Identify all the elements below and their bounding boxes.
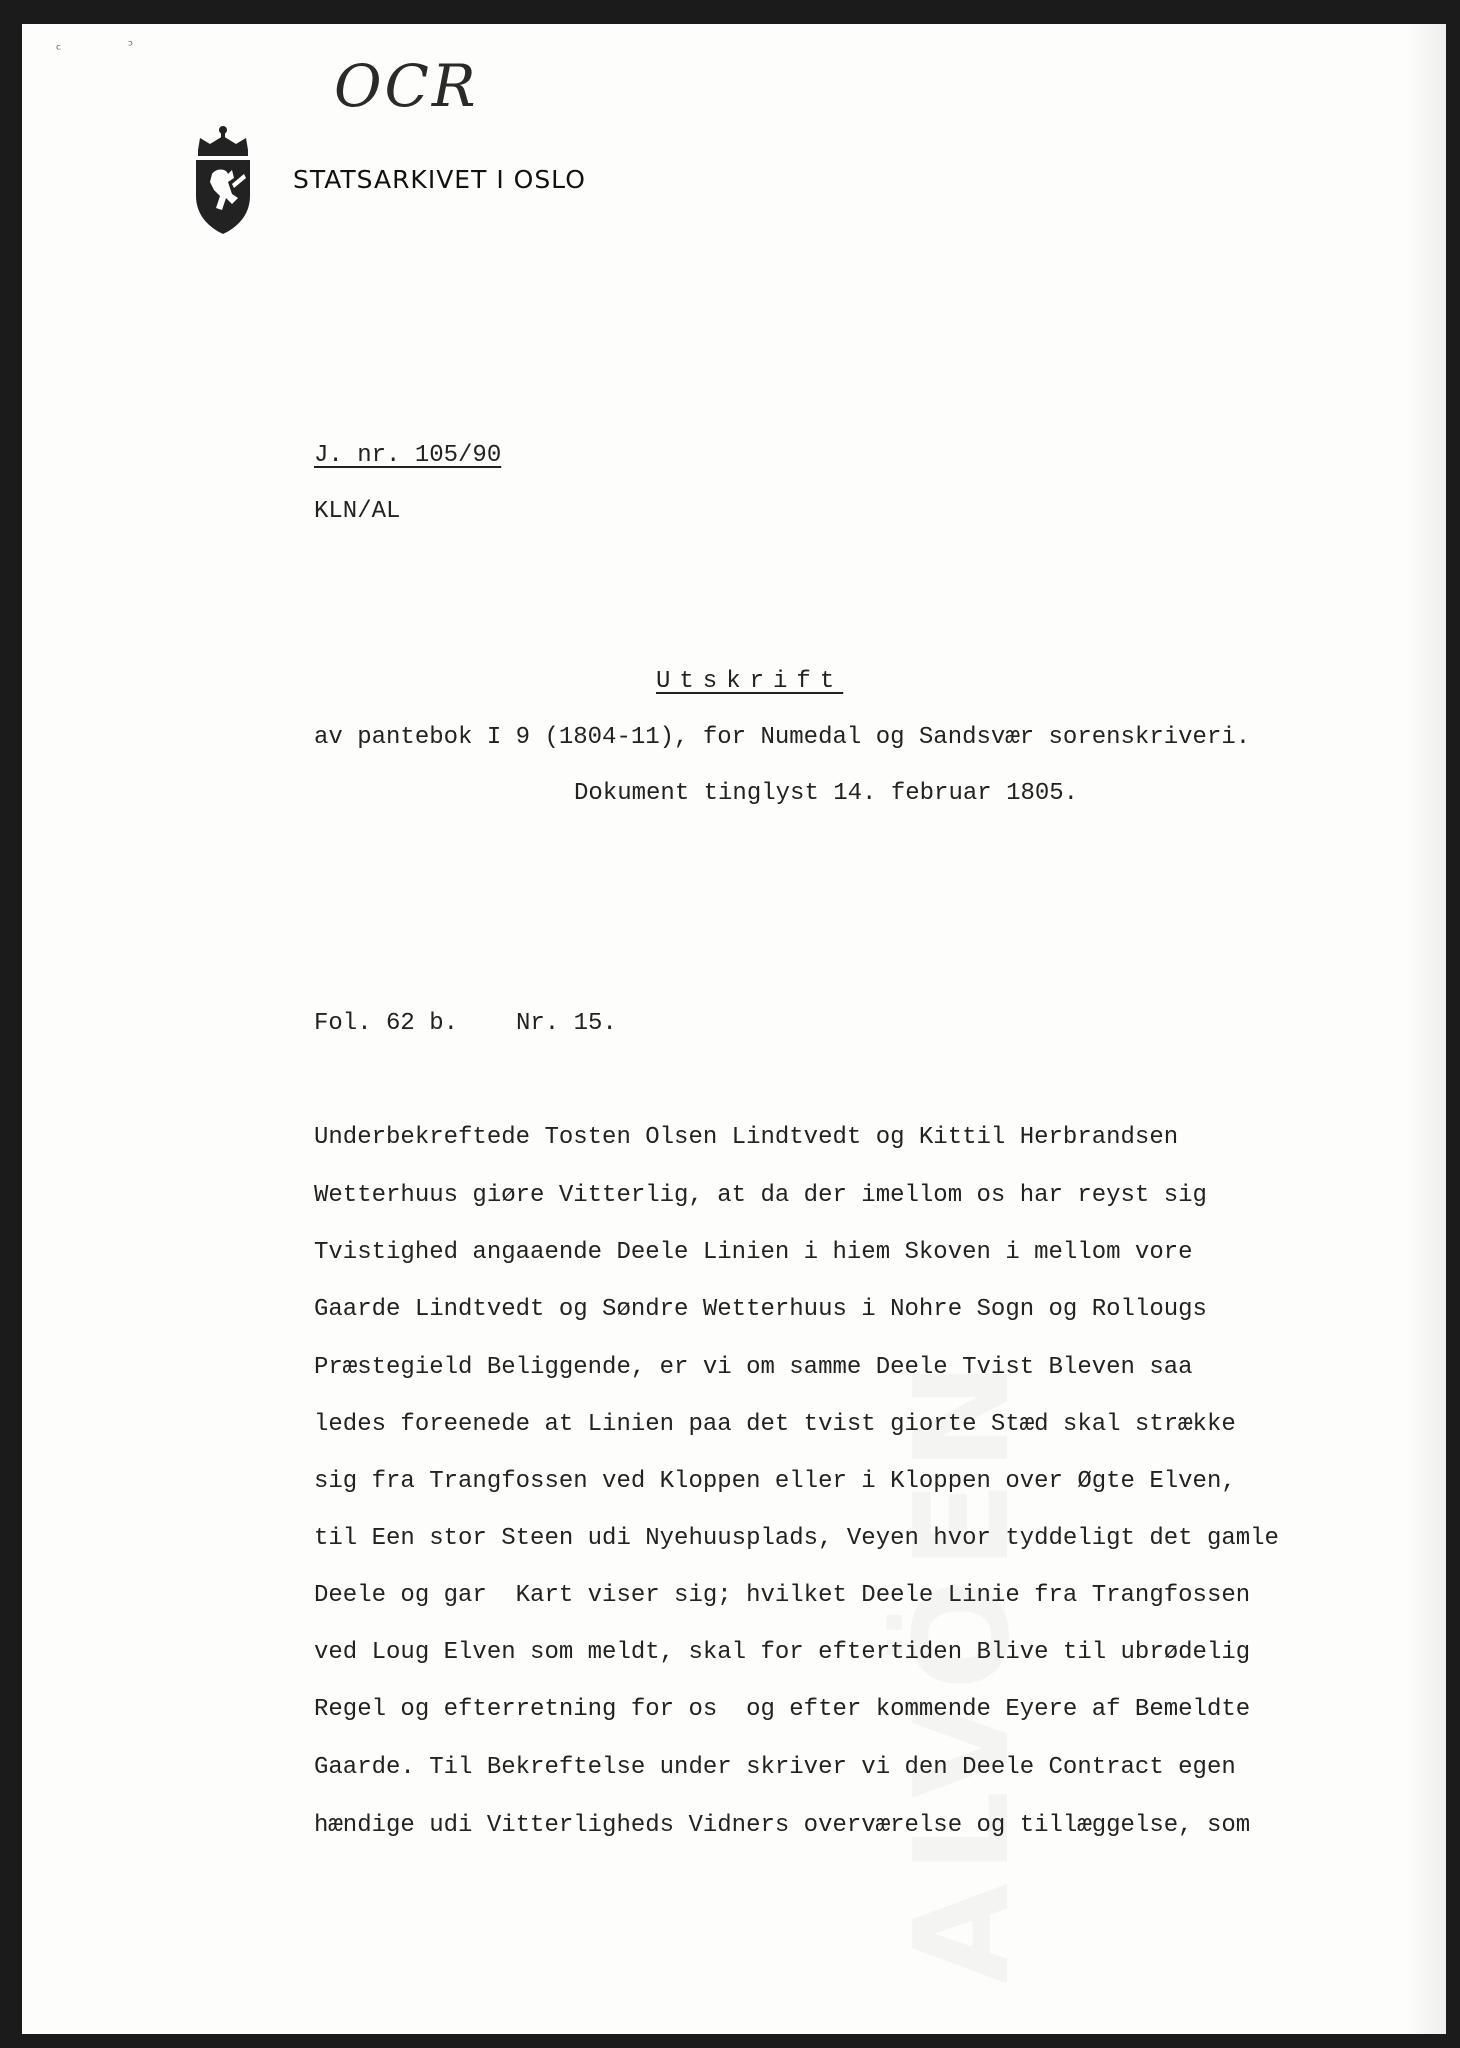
case-initials: KLN/AL xyxy=(314,498,401,525)
page-edge-shadow xyxy=(1406,24,1446,2034)
body-text-line: sig fra Trangfossen ved Kloppen eller i Kloppen over Øgte Elven, xyxy=(314,1468,1236,1495)
handwritten-ocr-note: OCR xyxy=(334,52,479,120)
body-text-line: Wetterhuus giøre Vitterlig, at da der imellom os har reyst sig xyxy=(314,1182,1207,1209)
paper-speck: ᵓ xyxy=(128,38,134,54)
body-text-line: ledes foreenede at Linien paa det tvist giorte Stæd skal strække xyxy=(314,1411,1236,1438)
body-text-line: hændige udi Vitterligheds Vidners overværelse og tillæggelse, som xyxy=(314,1812,1251,1839)
document-title: Utskrift xyxy=(656,668,844,695)
entry-number: Nr. 15. xyxy=(516,1010,617,1037)
body-text-line: Underbekreftede Tosten Olsen Lindtvedt og Kittil Herbrandsen xyxy=(314,1124,1179,1151)
body-text-line: Gaarde Lindtvedt og Søndre Wetterhuus i Nohre Sogn og Rollougs xyxy=(314,1296,1207,1323)
body-text-line: ved Loug Elven som meldt, skal for eftertiden Blive til ubrødelig xyxy=(314,1639,1251,1666)
document-page xyxy=(22,24,1446,2034)
coat-of-arms-icon xyxy=(192,124,254,236)
folio-number: Fol. 62 b. xyxy=(314,1010,459,1037)
body-text-line: Regel og efterretning for os og efter kommende Eyere af Bemeldte xyxy=(314,1696,1251,1723)
body-text-line: til Een stor Steen udi Nyehuusplads, Veyen hvor tyddeligt det gamle xyxy=(314,1525,1279,1552)
document-subtitle: av pantebok I 9 (1804-11), for Numedal og Sandsvær sorenskriveri. xyxy=(314,724,1251,751)
organization-name: STATSARKIVET I OSLO xyxy=(293,165,586,194)
body-text-line: Præstegield Beliggende, er vi om samme Deele Tvist Bleven saa xyxy=(314,1354,1193,1381)
body-text-line: Deele og gar Kart viser sig; hvilket Deele Linie fra Trangfossen xyxy=(314,1582,1251,1609)
journal-number: J. nr. 105/90 xyxy=(314,442,502,469)
body-text-line: Gaarde. Til Bekreftelse under skriver vi den Deele Contract egen xyxy=(314,1754,1236,1781)
registration-date: Dokument tinglyst 14. februar 1805. xyxy=(574,780,1079,807)
paper-speck: ᶜ xyxy=(56,42,62,58)
body-text-line: Tvistighed angaaende Deele Linien i hiem Skoven i mellom vore xyxy=(314,1239,1193,1266)
